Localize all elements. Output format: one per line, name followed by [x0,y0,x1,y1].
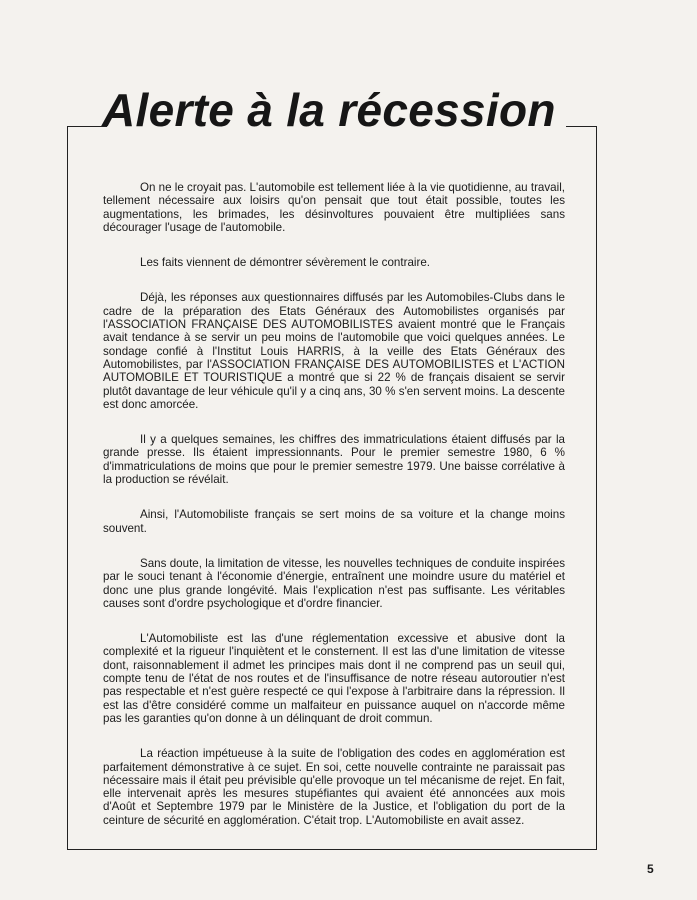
paragraph: On ne le croyait pas. L'automobile est tellement liée à la vie quotidienne, au travail, tellement nécessaire aux loisirs qu'on pensait que tout était possible, toutes les augmentations, les brimades, les désinvoltures pouvaient être multipliées sans décourager l'usage de l'automobile. [103,181,565,234]
paragraph: Déjà, les réponses aux questionnaires diffusés par les Automobiles-Clubs dans le cadre de la préparation des Etats Généraux des Automobilistes organisés par l'ASSOCIATION FRANÇAISE DES AUTOMOBILISTES avaient montré que le Français avait tendance à se servir un peu moins de l'automobile que voici quelques années. Le sondage confié à l'Institut Louis HARRIS, à la veille des Etats Généraux des Automobilistes, par l'ASSOCIATION FRANÇAISE DES AUTOMOBILISTES et L'ACTION AUTOMOBILE ET TOURISTIQUE a montré que si 22 % de français disaient se servir plutôt davantage de leur véhicule qu'il y a cinq ans, 30 % s'en servent moins. La descente est donc amorcée. [103,291,565,411]
paragraph: Ainsi, l'Automobiliste français se sert moins de sa voiture et la change moins souvent. [103,508,565,535]
paragraph: La réaction impétueuse à la suite de l'obligation des codes en agglomération est parfaitement démonstrative à ce sujet. En soi, cette nouvelle contrainte ne paraissait pas nécessaire mais il était peu prévisible qu'elle provoque un tel mécanisme de rejet. En fait, elle intervenait après les mesures stupéfiantes qui avaient été annoncées aux mois d'Août et Septembre 1979 par le Ministère de la Justice, et l'obligation du port de la ceinture de sécurité en agglomération. C'était trop. L'Automobiliste en avait assez. [103,747,565,827]
article-body [103,181,565,849]
paragraph: L'Automobiliste est las d'une réglementation excessive et abusive dont la complexité et la rigueur l'inquiètent et le consternent. Il est las d'une limitation de vitesse dont, raisonnablement il admet les principes mais dont il ne comprend pas un seuil qui, compte tenu de l'état de nos routes et de l'insuffisance de notre réseau autoroutier n'est pas respectable et n'est guère respecté ce qui l'expose à l'arbitraire dans la répression. Il est las d'être considéré comme un malfaiteur en puissance auquel on n'accorde même pas les garanties qu'on donne à un délinquant de droit commun. [103,632,565,725]
paragraph: Les faits viennent de démontrer sévèrement le contraire. [140,256,430,270]
page-number: 5 [647,862,654,876]
title-rule-right [566,126,597,127]
paragraph: Il y a quelques semaines, les chiffres des immatriculations étaient diffusés par la grande presse. Ils étaient impressionnants. Pour le premier semestre 1980, 6 % d'immatriculations de moins que pour le premier semestre 1979. Une baisse corrélative à la production se révélait. [103,433,565,487]
article-title: Alerte à la récession [102,84,556,136]
paragraph: Sans doute, la limitation de vitesse, les nouvelles techniques de conduite inspirées par le souci tenant à l'économie d'énergie, entraînent une moindre usure du matériel et donc une plus grande longévité. Mais l'explication n'est pas suffisante. Les véritables causes sont d'ordre psychologique et d'ordre financier. [103,556,565,610]
title-rule-left [67,126,107,127]
